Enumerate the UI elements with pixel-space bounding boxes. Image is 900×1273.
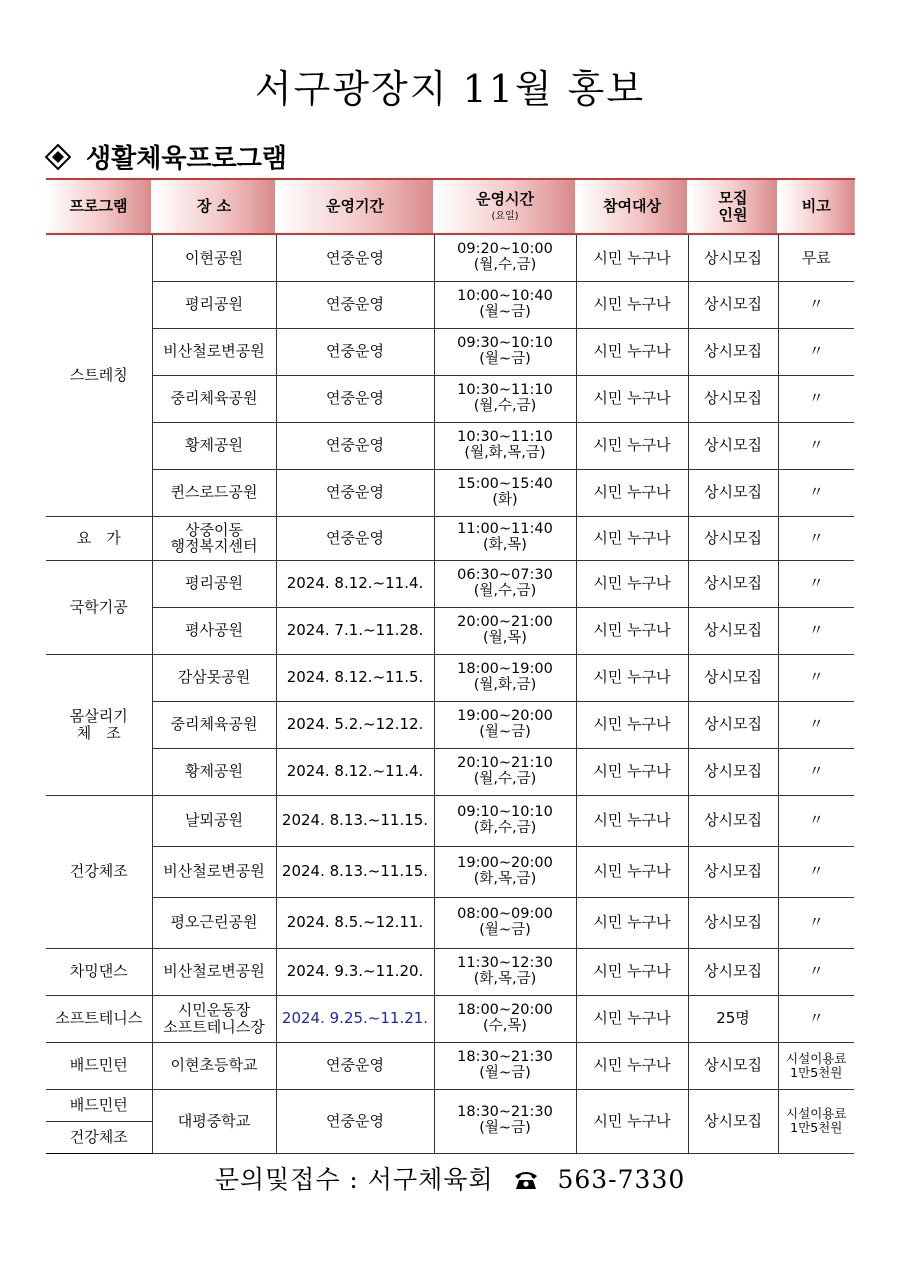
period-cell: 2024. 8.12.~11.5. bbox=[276, 654, 434, 701]
period-cell: 2024. 8.13.~11.15. bbox=[276, 846, 434, 897]
program-schedule-table bbox=[46, 178, 855, 1154]
target-cell: 시민 누구나 bbox=[576, 654, 688, 701]
place-cell: 퀸스로드공원 bbox=[152, 469, 276, 516]
recruit-cell: 상시모집 bbox=[688, 422, 778, 469]
period-cell: 2024. 8.5.~12.11. bbox=[276, 897, 434, 948]
note-cell: 〃 bbox=[778, 422, 854, 469]
note-cell: 〃 bbox=[778, 948, 854, 995]
target-cell: 시민 누구나 bbox=[576, 948, 688, 995]
time-cell: 10:00~10:40 (월~금) bbox=[434, 281, 576, 328]
contact-label: 문의및접수 : 서구체육회 bbox=[214, 1165, 494, 1194]
recruit-cell: 상시모집 bbox=[688, 948, 778, 995]
note-cell: 〃 bbox=[778, 897, 854, 948]
table-row bbox=[46, 948, 854, 995]
recruit-cell: 상시모집 bbox=[688, 607, 778, 654]
place-cell: 비산철로변공원 bbox=[152, 948, 276, 995]
recruit-cell: 상시모집 bbox=[688, 516, 778, 560]
place-cell: 평사공원 bbox=[152, 607, 276, 654]
place-cell: 비산철로변공원 bbox=[152, 328, 276, 375]
target-cell: 시민 누구나 bbox=[576, 995, 688, 1042]
place-cell: 이현공원 bbox=[152, 234, 276, 281]
place-cell: 평리공원 bbox=[152, 560, 276, 607]
note-cell: 〃 bbox=[778, 281, 854, 328]
place-cell: 이현초등학교 bbox=[152, 1042, 276, 1089]
note-cell: 〃 bbox=[778, 375, 854, 422]
table-row bbox=[46, 897, 854, 948]
recruit-cell: 상시모집 bbox=[688, 1042, 778, 1089]
recruit-cell: 상시모집 bbox=[688, 748, 778, 795]
program-cell: 배드민턴 bbox=[46, 1042, 152, 1089]
program-cell: 몸살리기 체 조 bbox=[46, 654, 152, 795]
period-cell: 2024. 9.25.~11.21. bbox=[276, 995, 434, 1042]
header-note: 비고 bbox=[778, 179, 854, 234]
program-cell: 건강체조 bbox=[46, 795, 152, 948]
recruit-cell: 상시모집 bbox=[688, 701, 778, 748]
place-cell: 평리공원 bbox=[152, 281, 276, 328]
period-cell: 연중운영 bbox=[276, 422, 434, 469]
header-program: 프로그램 bbox=[46, 179, 152, 234]
period-cell: 2024. 9.3.~11.20. bbox=[276, 948, 434, 995]
recruit-cell: 상시모집 bbox=[688, 328, 778, 375]
note-cell: 시설이용료 1만5천원 bbox=[778, 1089, 854, 1153]
target-cell: 시민 누구나 bbox=[576, 607, 688, 654]
note-cell: 〃 bbox=[778, 654, 854, 701]
table-row bbox=[46, 748, 854, 795]
table-row bbox=[46, 1089, 854, 1121]
time-cell: 18:30~21:30 (월~금) bbox=[434, 1089, 576, 1153]
table-row bbox=[46, 328, 854, 375]
period-cell: 2024. 7.1.~11.28. bbox=[276, 607, 434, 654]
target-cell: 시민 누구나 bbox=[576, 328, 688, 375]
target-cell: 시민 누구나 bbox=[576, 234, 688, 281]
recruit-cell: 상시모집 bbox=[688, 795, 778, 846]
recruit-cell: 상시모집 bbox=[688, 469, 778, 516]
time-cell: 09:10~10:10 (화,수,금) bbox=[434, 795, 576, 846]
period-cell: 연중운영 bbox=[276, 1089, 434, 1153]
recruit-cell: 상시모집 bbox=[688, 375, 778, 422]
period-cell: 연중운영 bbox=[276, 375, 434, 422]
time-cell: 15:00~15:40 (화) bbox=[434, 469, 576, 516]
period-cell: 2024. 5.2.~12.12. bbox=[276, 701, 434, 748]
table-row bbox=[46, 995, 854, 1042]
time-cell: 20:00~21:00 (월,목) bbox=[434, 607, 576, 654]
header-recruit: 모집 인원 bbox=[688, 179, 778, 234]
recruit-cell: 상시모집 bbox=[688, 281, 778, 328]
time-cell: 09:30~10:10 (월~금) bbox=[434, 328, 576, 375]
note-cell: 〃 bbox=[778, 701, 854, 748]
time-cell: 11:30~12:30 (화,목,금) bbox=[434, 948, 576, 995]
target-cell: 시민 누구나 bbox=[576, 748, 688, 795]
header-period: 운영기간 bbox=[276, 179, 434, 234]
target-cell: 시민 누구나 bbox=[576, 469, 688, 516]
target-cell: 시민 누구나 bbox=[576, 560, 688, 607]
recruit-cell: 상시모집 bbox=[688, 846, 778, 897]
table-row bbox=[46, 795, 854, 846]
target-cell: 시민 누구나 bbox=[576, 701, 688, 748]
place-cell: 날뫼공원 bbox=[152, 795, 276, 846]
note-cell: 〃 bbox=[778, 607, 854, 654]
program-cell: 스트레칭 bbox=[46, 234, 152, 516]
target-cell: 시민 누구나 bbox=[576, 375, 688, 422]
place-cell: 황제공원 bbox=[152, 748, 276, 795]
table-row bbox=[46, 516, 854, 560]
period-cell: 연중운영 bbox=[276, 234, 434, 281]
note-cell: 〃 bbox=[778, 995, 854, 1042]
place-cell: 황제공원 bbox=[152, 422, 276, 469]
recruit-cell: 상시모집 bbox=[688, 654, 778, 701]
recruit-cell: 상시모집 bbox=[688, 897, 778, 948]
note-cell: 〃 bbox=[778, 560, 854, 607]
page-title: 서구광장지 11월 홍보 bbox=[254, 67, 646, 111]
recruit-cell: 상시모집 bbox=[688, 234, 778, 281]
program-cell: 국학기공 bbox=[46, 560, 152, 654]
time-cell: 18:30~21:30 (월~금) bbox=[434, 1042, 576, 1089]
target-cell: 시민 누구나 bbox=[576, 422, 688, 469]
program-cell: 건강체조 bbox=[46, 1121, 152, 1153]
table-row bbox=[46, 1042, 854, 1089]
time-cell: 18:00~20:00 (수,목) bbox=[434, 995, 576, 1042]
period-cell: 2024. 8.13.~11.15. bbox=[276, 795, 434, 846]
period-cell: 연중운영 bbox=[276, 281, 434, 328]
program-cell: 소프트테니스 bbox=[46, 995, 152, 1042]
time-cell: 06:30~07:30 (월,수,금) bbox=[434, 560, 576, 607]
period-cell: 2024. 8.12.~11.4. bbox=[276, 748, 434, 795]
time-cell: 19:00~20:00 (화,목,금) bbox=[434, 846, 576, 897]
note-cell: 〃 bbox=[778, 795, 854, 846]
time-cell: 09:20~10:00 (월,수,금) bbox=[434, 234, 576, 281]
period-cell: 연중운영 bbox=[276, 328, 434, 375]
time-cell: 10:30~11:10 (월,수,금) bbox=[434, 375, 576, 422]
period-cell: 연중운영 bbox=[276, 516, 434, 560]
place-cell: 시민운동장 소프트테니스장 bbox=[152, 995, 276, 1042]
program-cell: 배드민턴 bbox=[46, 1089, 152, 1121]
table-row bbox=[46, 654, 854, 701]
target-cell: 시민 누구나 bbox=[576, 897, 688, 948]
program-cell: 요 가 bbox=[46, 516, 152, 560]
recruit-cell: 25명 bbox=[688, 995, 778, 1042]
note-cell: 〃 bbox=[778, 469, 854, 516]
table-row bbox=[46, 560, 854, 607]
period-cell: 연중운영 bbox=[276, 469, 434, 516]
time-cell: 20:10~21:10 (월,수,금) bbox=[434, 748, 576, 795]
place-cell: 대평중학교 bbox=[152, 1089, 276, 1153]
note-cell: 〃 bbox=[778, 328, 854, 375]
table-row bbox=[46, 607, 854, 654]
header-target: 참여대상 bbox=[576, 179, 688, 234]
note-cell: 〃 bbox=[778, 846, 854, 897]
place-cell: 비산철로변공원 bbox=[152, 846, 276, 897]
place-cell: 중리체육공원 bbox=[152, 375, 276, 422]
contact-footer bbox=[0, 1160, 900, 1197]
table-row bbox=[46, 234, 854, 281]
target-cell: 시민 누구나 bbox=[576, 1089, 688, 1153]
time-cell: 18:00~19:00 (월,화,금) bbox=[434, 654, 576, 701]
contact-phone: 563-7330 bbox=[557, 1165, 686, 1194]
period-cell: 연중운영 bbox=[276, 1042, 434, 1089]
note-cell: 〃 bbox=[778, 516, 854, 560]
section-title: 생활체육프로그램 bbox=[86, 144, 287, 174]
header-place: 장 소 bbox=[152, 179, 276, 234]
table-row bbox=[46, 281, 854, 328]
target-cell: 시민 누구나 bbox=[576, 795, 688, 846]
target-cell: 시민 누구나 bbox=[576, 1042, 688, 1089]
table-row bbox=[46, 701, 854, 748]
program-cell: 차밍댄스 bbox=[46, 948, 152, 995]
recruit-cell: 상시모집 bbox=[688, 1089, 778, 1153]
note-cell: 무료 bbox=[778, 234, 854, 281]
place-cell: 감삼못공원 bbox=[152, 654, 276, 701]
section-heading bbox=[44, 138, 287, 175]
target-cell: 시민 누구나 bbox=[576, 846, 688, 897]
diamond-bullet-icon bbox=[44, 143, 72, 171]
place-cell: 평오근린공원 bbox=[152, 897, 276, 948]
place-cell: 상중이동 행정복지센터 bbox=[152, 516, 276, 560]
target-cell: 시민 누구나 bbox=[576, 281, 688, 328]
table-row bbox=[46, 375, 854, 422]
target-cell: 시민 누구나 bbox=[576, 516, 688, 560]
table-row bbox=[46, 422, 854, 469]
time-cell: 19:00~20:00 (월~금) bbox=[434, 701, 576, 748]
time-cell: 10:30~11:10 (월,화,목,금) bbox=[434, 422, 576, 469]
table-row bbox=[46, 846, 854, 897]
place-cell: 중리체육공원 bbox=[152, 701, 276, 748]
time-cell: 08:00~09:00 (월~금) bbox=[434, 897, 576, 948]
recruit-cell: 상시모집 bbox=[688, 560, 778, 607]
note-cell: 〃 bbox=[778, 748, 854, 795]
header-time: 운영시간 (요일) bbox=[434, 179, 576, 234]
telephone-icon bbox=[513, 1168, 539, 1197]
time-cell: 11:00~11:40 (화,목) bbox=[434, 516, 576, 560]
period-cell: 2024. 8.12.~11.4. bbox=[276, 560, 434, 607]
note-cell: 시설이용료 1만5천원 bbox=[778, 1042, 854, 1089]
table-header-row bbox=[46, 179, 854, 234]
table-row bbox=[46, 469, 854, 516]
